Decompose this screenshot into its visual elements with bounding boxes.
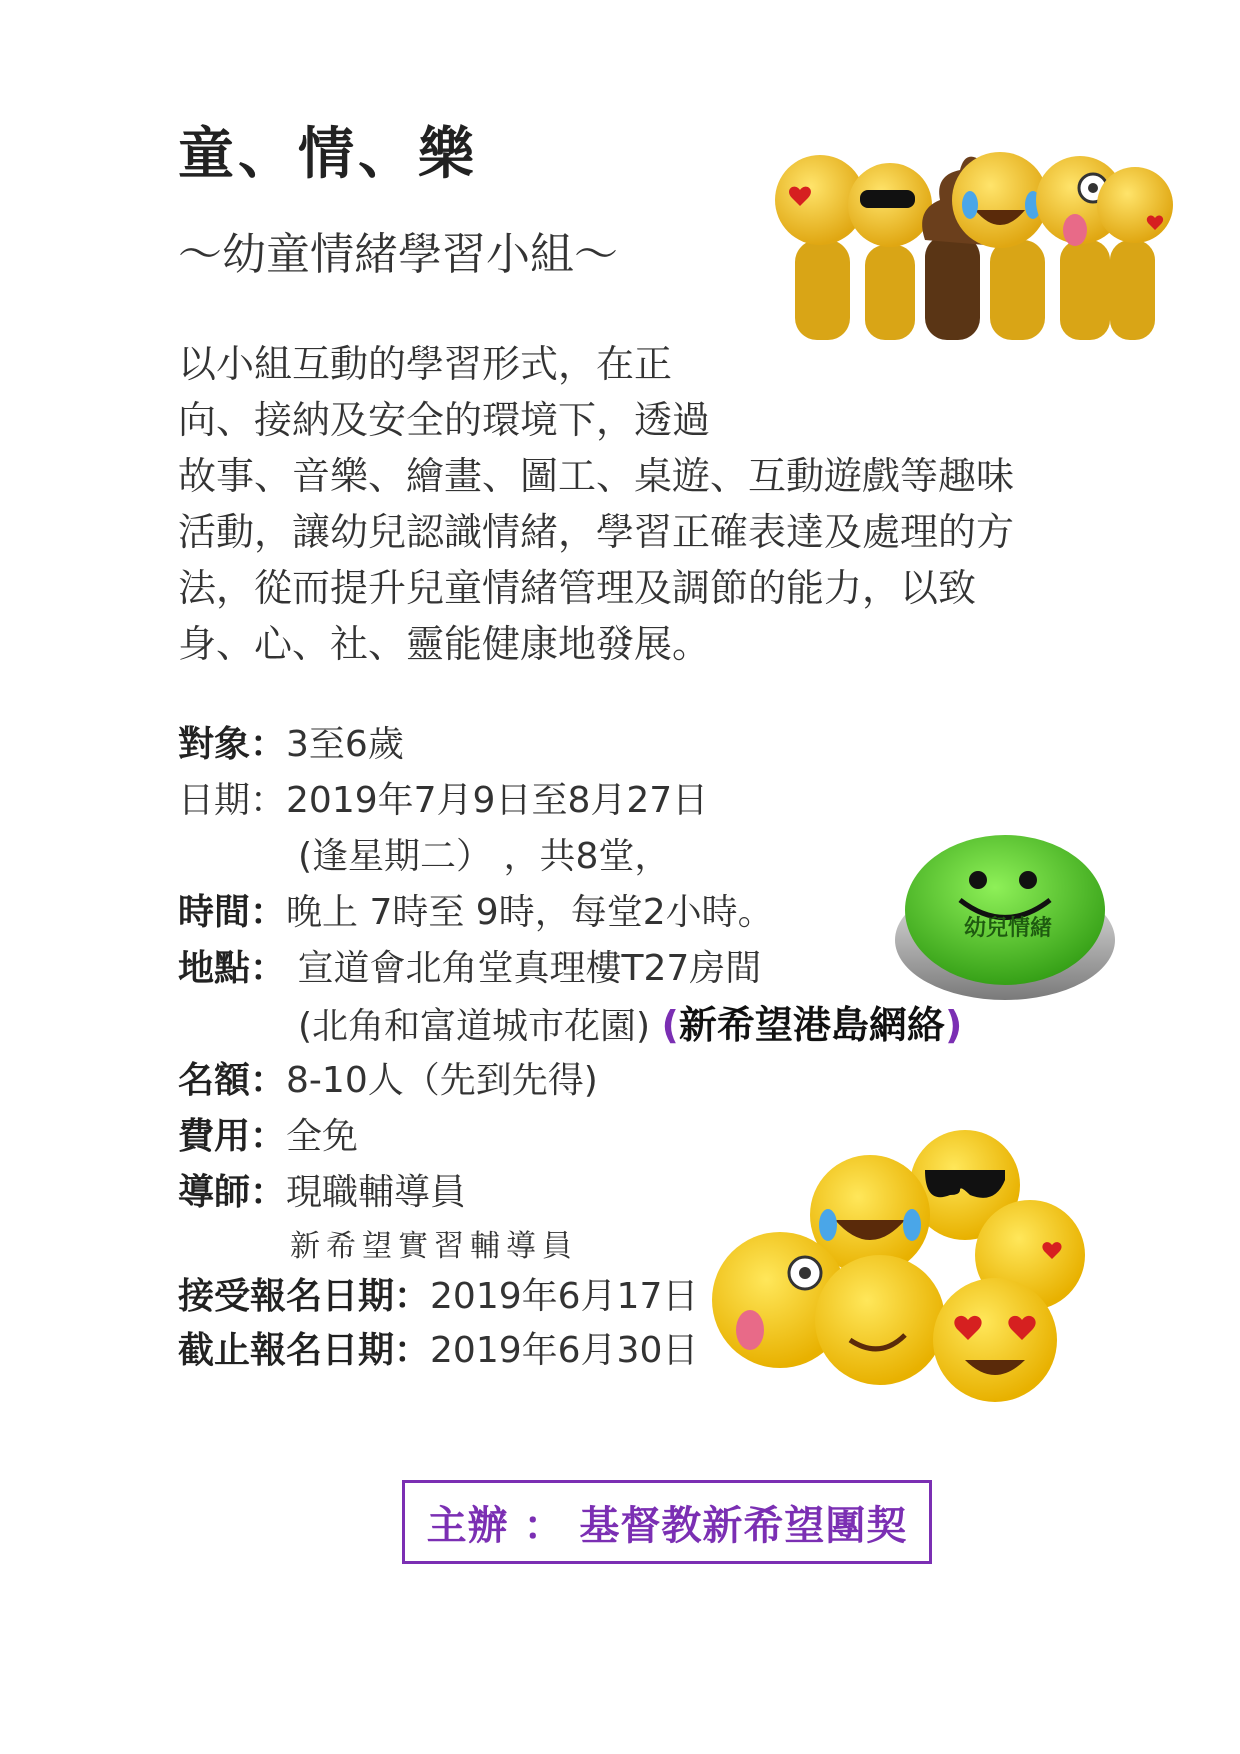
intro-line: 身、心、社、靈能健康地發展。 bbox=[178, 622, 711, 666]
reg-start-value: 2019年6月17日 bbox=[430, 1276, 699, 1317]
fee-label: 費用： bbox=[178, 1116, 287, 1157]
quota-label: 名額： bbox=[178, 1060, 287, 1101]
venue-value: 宣道會北角堂真理樓T27房間 bbox=[286, 948, 762, 989]
date-value: 2019年7月9日至8月27日 bbox=[286, 780, 709, 821]
quota-row bbox=[178, 1054, 598, 1108]
green-smiley-button-image bbox=[890, 815, 1120, 1005]
fee-row bbox=[178, 1110, 358, 1164]
intro-paragraph bbox=[178, 336, 1078, 672]
venue-note-row bbox=[298, 998, 962, 1054]
tutor-label: 導師： bbox=[178, 1172, 287, 1213]
fee-value: 全免 bbox=[286, 1116, 359, 1157]
time-row bbox=[178, 886, 774, 940]
intro-line: 向、接納及安全的環境下，透過 bbox=[178, 398, 711, 442]
intro-line: 故事、音樂、繪畫、圖工、桌遊、互動遊戲等趣味 bbox=[178, 454, 1015, 498]
reg-end-label: 截止報名日期： bbox=[178, 1330, 431, 1371]
date-note: (逢星期二） ，共8堂， bbox=[298, 836, 671, 877]
reg-start-label: 接受報名日期： bbox=[178, 1276, 431, 1317]
tutor-row bbox=[178, 1166, 466, 1220]
time-label: 時間： bbox=[178, 892, 287, 933]
target-label: 對象： bbox=[178, 724, 287, 765]
reg-start-row bbox=[178, 1270, 698, 1324]
kiss-emoji-icon bbox=[1097, 167, 1173, 243]
quota-value: 8-10人（先到先得) bbox=[286, 1060, 598, 1101]
page-title: 童、情、樂 bbox=[178, 122, 478, 187]
reg-end-row bbox=[178, 1324, 698, 1378]
emoji-pillows-image bbox=[710, 1125, 1090, 1405]
button-image-label: 幼兒情緒 bbox=[963, 916, 1053, 941]
intro-line: 活動，讓幼兒認識情緒，學習正確表達及處理的方 bbox=[178, 510, 1015, 554]
intro-line: 法，從而提升兒童情緒管理及調節的能力，以致 bbox=[178, 566, 977, 610]
target-row bbox=[178, 718, 404, 772]
network-name: (新希望港島網絡) bbox=[661, 1003, 963, 1047]
page-subtitle: ～幼童情緒學習小組～ bbox=[178, 229, 618, 280]
tutor-value: 現職輔導員 bbox=[286, 1172, 467, 1213]
emoji-plush-group-image bbox=[775, 130, 1175, 350]
intro-line: 以小組互動的學習形式，在正 bbox=[178, 342, 673, 386]
target-value: 3至6歲 bbox=[286, 724, 404, 765]
date-label: 日期： bbox=[178, 780, 287, 821]
venue-row bbox=[178, 942, 761, 996]
time-value: 晚上 7時至 9時，每堂2小時。 bbox=[286, 892, 774, 933]
tutor-note: 新希望實習輔導員 bbox=[290, 1229, 578, 1264]
date-row bbox=[178, 774, 708, 828]
organizer-box: 主辦 ： 基督教新希望團契 bbox=[402, 1480, 932, 1564]
venue-label: 地點： bbox=[178, 948, 287, 989]
reg-end-value: 2019年6月30日 bbox=[430, 1330, 699, 1371]
venue-note: (北角和富道城市花園) bbox=[298, 1006, 651, 1047]
